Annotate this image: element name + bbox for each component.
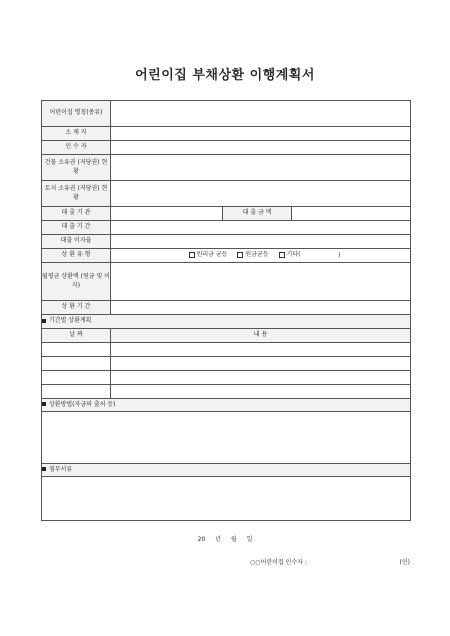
option-equal-installment: 원리금 균등: [196, 251, 228, 259]
row-location: [42, 127, 411, 141]
option-other-close: ): [338, 251, 341, 259]
field-loan-period[interactable]: [111, 221, 411, 235]
field-acquirer[interactable]: [111, 141, 411, 155]
row-repay-period: [42, 301, 411, 315]
checkbox-equal-principal[interactable]: [237, 252, 243, 258]
field-attachments[interactable]: [42, 477, 411, 521]
row-plan-columns: [42, 329, 411, 343]
plan-row: [42, 371, 411, 385]
field-lender[interactable]: [111, 207, 223, 221]
label-name: 어린이집 명칭(종류): [42, 101, 111, 127]
label-loan-period: 대 출 기 간: [42, 221, 111, 235]
repayment-plan-form: [41, 100, 411, 521]
label-loan-amount: 대 출 금 액: [223, 207, 292, 221]
label-monthly-repay: 월평균 상환액 (원금 및 이자): [42, 263, 111, 301]
label-acquirer: 인 수 자: [42, 141, 111, 155]
row-acquirer: [42, 141, 411, 155]
row-monthly-repay: [42, 263, 411, 301]
section-method: [42, 399, 411, 412]
label-lender: 대 출 기 관: [42, 207, 111, 221]
label-repay-period: 상 환 기 간: [42, 301, 111, 315]
seal-mark: (인): [399, 559, 410, 566]
row-loan-interest: [42, 235, 411, 249]
plan-date-cell[interactable]: [42, 343, 111, 357]
row-repay-type: [42, 249, 411, 263]
column-date: 날 짜: [42, 329, 111, 343]
square-bullet-icon: [42, 319, 46, 323]
row-building-rights: [42, 155, 411, 181]
field-building-rights[interactable]: [111, 155, 411, 181]
field-loan-interest[interactable]: [111, 235, 411, 249]
field-monthly-repay[interactable]: [111, 263, 411, 301]
field-name[interactable]: [111, 101, 411, 127]
plan-content-cell[interactable]: [111, 371, 411, 385]
row-method-header: [42, 399, 411, 412]
section-method-title: 상환방법(자금의 출처 등): [49, 400, 116, 408]
plan-row: [42, 385, 411, 399]
plan-content-cell[interactable]: [111, 343, 411, 357]
checkbox-other[interactable]: [279, 252, 285, 258]
row-method-body: [42, 412, 411, 464]
plan-row: [42, 343, 411, 357]
field-location[interactable]: [111, 127, 411, 141]
field-loan-amount[interactable]: [292, 207, 411, 221]
field-land-rights[interactable]: [111, 181, 411, 207]
plan-date-cell[interactable]: [42, 357, 111, 371]
footer-date: 20 년 월 일: [197, 536, 253, 543]
row-loan-period: [42, 221, 411, 235]
square-bullet-icon: [42, 467, 46, 471]
row-land-rights: [42, 181, 411, 207]
footer-signature: [250, 557, 410, 566]
section-plan: [42, 315, 411, 329]
field-repay-period[interactable]: [111, 301, 411, 315]
section-plan-title: 기간별 상환계획: [49, 317, 92, 325]
square-bullet-icon: [42, 402, 46, 406]
repay-type-options: [111, 249, 411, 263]
row-lender: [42, 207, 411, 221]
label-land-rights: 토지 소유권 (저당권) 현황: [42, 181, 111, 207]
plan-date-cell[interactable]: [42, 385, 111, 399]
plan-content-cell[interactable]: [111, 385, 411, 399]
signer-label: ○○어린이집 인수자 :: [250, 559, 307, 566]
field-method[interactable]: [42, 412, 411, 464]
column-content: 내 용: [111, 329, 411, 343]
section-attachments: [42, 464, 411, 477]
label-repay-type: 상 환 유 형: [42, 249, 111, 263]
row-plan-header: [42, 315, 411, 329]
label-location: 소 재 지: [42, 127, 111, 141]
label-building-rights: 건물 소유권 (저당권) 현황: [42, 155, 111, 181]
plan-content-cell[interactable]: [111, 357, 411, 371]
option-other: 기타(: [286, 251, 301, 259]
option-equal-principal: 원금균등: [245, 251, 269, 259]
plan-date-cell[interactable]: [42, 371, 111, 385]
checkbox-equal-installment[interactable]: [189, 252, 195, 258]
row-attachments-header: [42, 464, 411, 477]
section-attachments-title: 첨부서류: [49, 465, 73, 473]
page-title: 어린이집 부채상환 이행계획서: [135, 68, 315, 83]
label-loan-interest: 대출 이자율: [42, 235, 111, 249]
plan-row: [42, 357, 411, 371]
row-attachments-body: [42, 477, 411, 521]
row-name: [42, 101, 411, 127]
